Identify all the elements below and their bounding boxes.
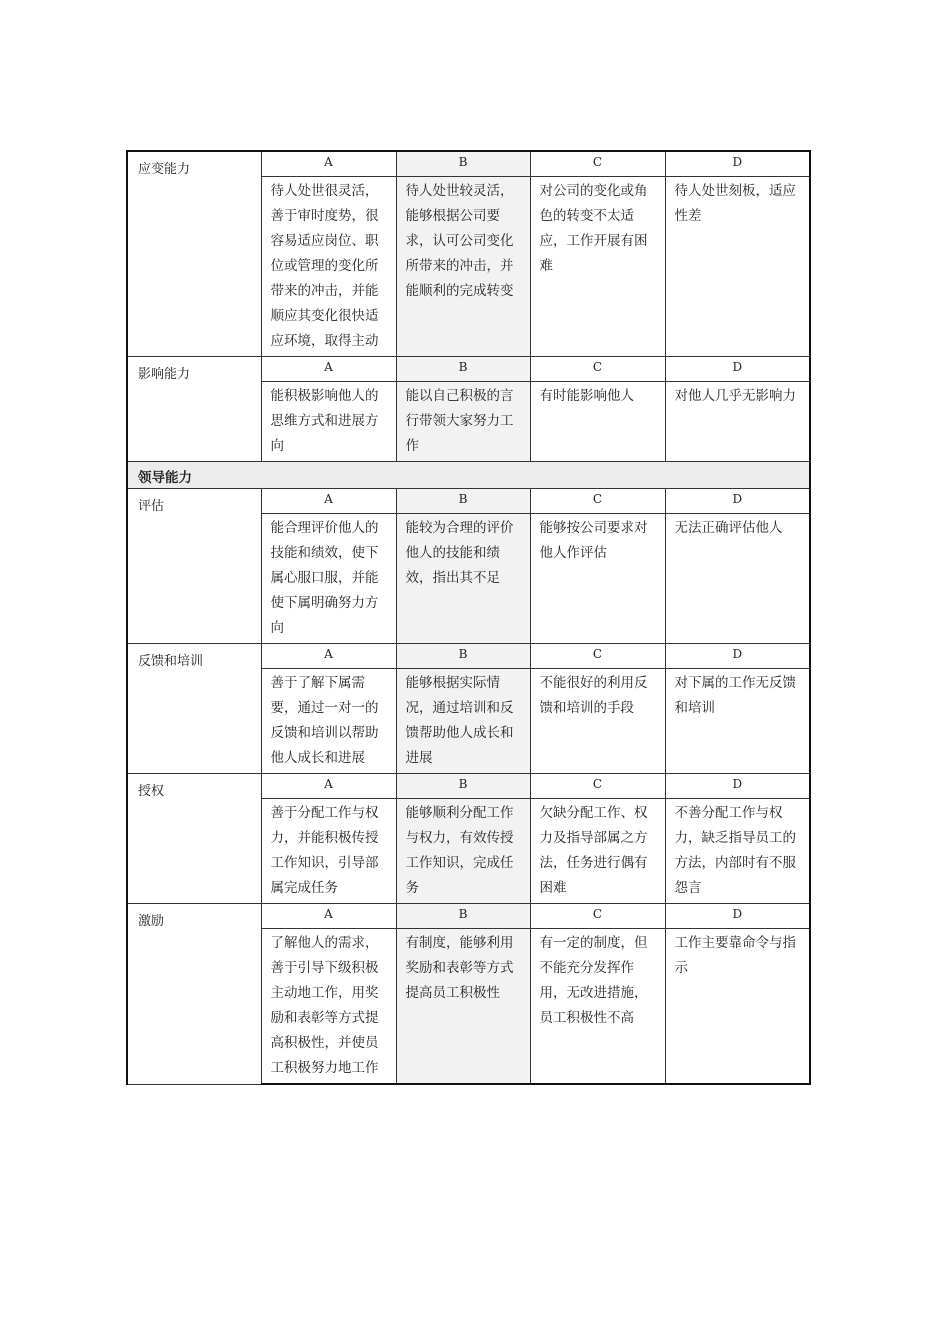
description-d: 无法正确评估他人 (665, 514, 810, 644)
section-title: 领导能力 (127, 462, 810, 489)
competency-name: 反馈和培训 (127, 644, 261, 774)
description-b: 能够顺利分配工作与权力，有效传授工作知识，完成任务 (396, 799, 530, 904)
grade-label-c: C (530, 151, 665, 177)
competency-table-body (127, 151, 810, 1084)
grade-label-b: B (396, 904, 530, 929)
grade-label-d: D (665, 357, 810, 382)
grade-label-a: A (261, 489, 396, 514)
competency-name: 影响能力 (127, 357, 261, 462)
grade-label-d: D (665, 904, 810, 929)
competency-table (126, 150, 811, 1085)
grade-label-b: B (396, 774, 530, 799)
grade-label-b: B (396, 357, 530, 382)
description-b: 有制度，能够利用奖励和表彰等方式提高员工积极性 (396, 929, 530, 1085)
description-a: 能合理评价他人的技能和绩效，使下属心服口服，并能使下属明确努力方向 (261, 514, 396, 644)
description-a: 善于分配工作与权力，并能积极传授工作知识，引导部属完成任务 (261, 799, 396, 904)
description-c: 对公司的变化或角色的转变不太适应，工作开展有困难 (530, 177, 665, 357)
description-a: 待人处世很灵活，善于审时度势，很容易适应岗位、职位或管理的变化所带来的冲击，并能顺应其变化很快适应环境，取得主动 (261, 177, 396, 357)
grade-header-row (127, 774, 810, 799)
grade-label-b: B (396, 489, 530, 514)
grade-label-d: D (665, 489, 810, 514)
description-d: 对他人几乎无影响力 (665, 382, 810, 462)
description-b: 待人处世较灵活，能够根据公司要求，认可公司变化所带来的冲击，并能顺利的完成转变 (396, 177, 530, 357)
description-b: 能以自己积极的言行带领大家努力工作 (396, 382, 530, 462)
description-d: 不善分配工作与权力，缺乏指导员工的方法，内部时有不服怨言 (665, 799, 810, 904)
grade-label-c: C (530, 644, 665, 669)
description-b: 能够根据实际情况，通过培训和反馈帮助他人成长和进展 (396, 669, 530, 774)
grade-header-row (127, 357, 810, 382)
grade-header-row (127, 489, 810, 514)
description-d: 待人处世刻板，适应性差 (665, 177, 810, 357)
competency-name: 激励 (127, 904, 261, 1085)
description-d: 工作主要靠命令与指示 (665, 929, 810, 1085)
description-c: 不能很好的利用反馈和培训的手段 (530, 669, 665, 774)
grade-label-a: A (261, 644, 396, 669)
description-a: 能积极影响他人的思维方式和进展方向 (261, 382, 396, 462)
grade-label-d: D (665, 151, 810, 177)
description-a: 了解他人的需求，善于引导下级积极主动地工作，用奖励和表彰等方式提高积极性，并使员工积极努力地工作 (261, 929, 396, 1085)
description-c: 欠缺分配工作、权力及指导部属之方法，任务进行偶有困难 (530, 799, 665, 904)
grade-header-row (127, 644, 810, 669)
grade-label-c: C (530, 774, 665, 799)
description-c: 能够按公司要求对他人作评估 (530, 514, 665, 644)
grade-label-a: A (261, 151, 396, 177)
grade-label-a: A (261, 357, 396, 382)
grade-label-c: C (530, 489, 665, 514)
description-d: 对下属的工作无反馈和培训 (665, 669, 810, 774)
grade-header-row (127, 904, 810, 929)
competency-name: 授权 (127, 774, 261, 904)
grade-label-a: A (261, 774, 396, 799)
grade-label-c: C (530, 357, 665, 382)
grade-header-row (127, 151, 810, 177)
competency-table-sheet (126, 150, 809, 1085)
grade-label-a: A (261, 904, 396, 929)
grade-label-d: D (665, 644, 810, 669)
description-c: 有一定的制度，但不能充分发挥作用，无改进措施，员工积极性不高 (530, 929, 665, 1085)
competency-name: 应变能力 (127, 151, 261, 357)
description-b: 能较为合理的评价他人的技能和绩效，指出其不足 (396, 514, 530, 644)
description-c: 有时能影响他人 (530, 382, 665, 462)
competency-name: 评估 (127, 489, 261, 644)
grade-label-b: B (396, 151, 530, 177)
grade-label-b: B (396, 644, 530, 669)
grade-label-d: D (665, 774, 810, 799)
description-a: 善于了解下属需要，通过一对一的反馈和培训以帮助他人成长和进展 (261, 669, 396, 774)
grade-label-c: C (530, 904, 665, 929)
section-row (127, 462, 810, 489)
